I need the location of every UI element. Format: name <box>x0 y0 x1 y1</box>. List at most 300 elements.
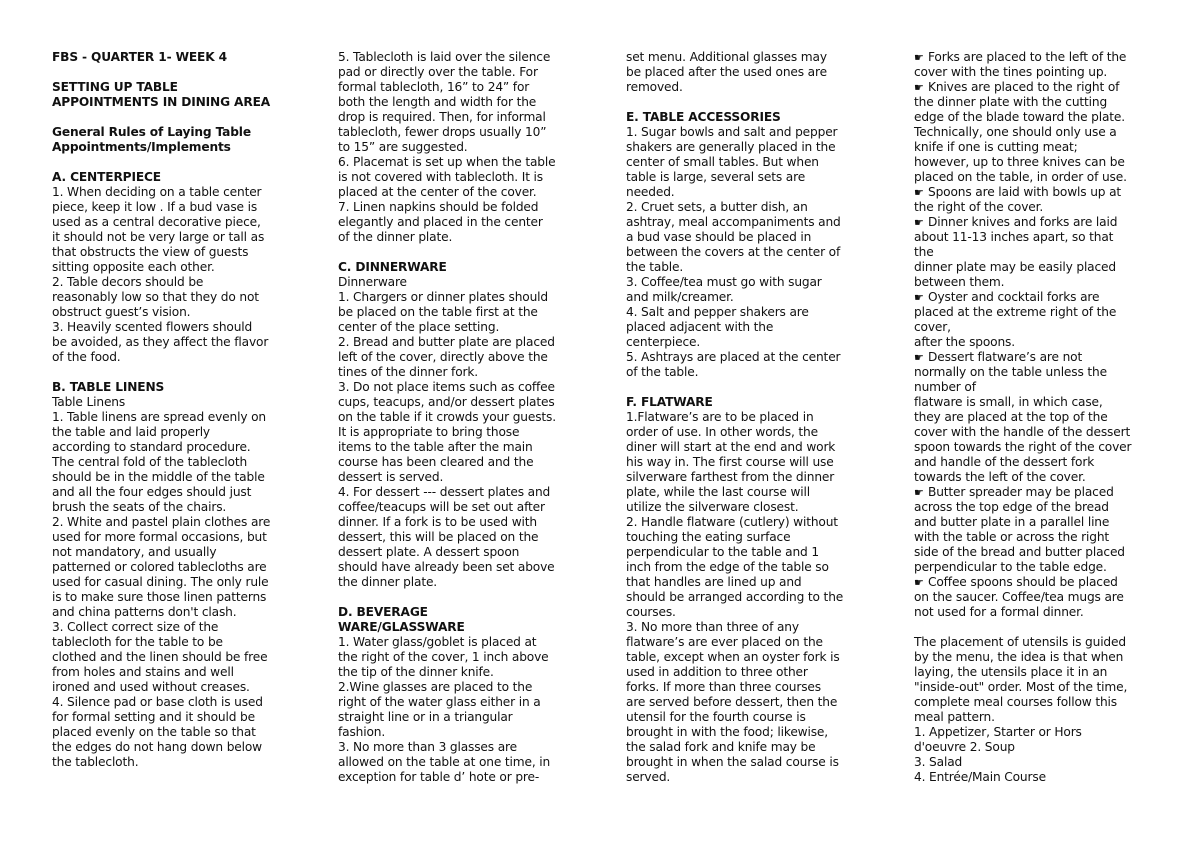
line-text: 1. Appetizer, Starter or Hors <box>914 725 1082 739</box>
text-line <box>338 710 580 725</box>
text-line <box>338 170 580 185</box>
text-line <box>52 290 292 305</box>
text-line <box>626 755 866 770</box>
line-text: 3. Do not place items such as coffee <box>338 380 555 394</box>
blank-line <box>914 620 1152 635</box>
line-text: Knives are placed to the right of <box>928 80 1120 94</box>
line-text: placed adjacent with the <box>626 320 774 334</box>
text-line <box>914 680 1152 695</box>
line-text: obstruct guest’s vision. <box>52 305 191 319</box>
line-text: Coffee spoons should be placed <box>928 575 1118 589</box>
text-line <box>338 440 580 455</box>
section-heading <box>52 50 292 65</box>
line-text: 1. Water glass/goblet is placed at <box>338 635 537 649</box>
line-text: towards the left of the cover. <box>914 470 1086 484</box>
text-line <box>914 140 1152 155</box>
section-heading <box>52 80 292 95</box>
pointing-hand-icon: ☛ <box>914 81 924 94</box>
line-text: about 11-13 inches apart, so that <box>914 230 1114 244</box>
line-text: 2. Cruet sets, a butter dish, an <box>626 200 808 214</box>
text-line <box>52 320 292 335</box>
text-line <box>914 650 1152 665</box>
line-text: 5. Ashtrays are placed at the center <box>626 350 841 364</box>
text-line <box>914 560 1152 575</box>
text-line <box>52 620 292 635</box>
blank-line <box>52 365 292 380</box>
line-text: be placed on the table first at the <box>338 305 538 319</box>
text-line <box>914 290 1152 305</box>
line-text: reasonably low so that they do not <box>52 290 259 304</box>
line-text: dinner plate may be easily placed <box>914 260 1116 274</box>
text-line <box>338 740 580 755</box>
line-text: cover with the tines pointing up. <box>914 65 1108 79</box>
line-text: they are placed at the top of the <box>914 410 1108 424</box>
line-text: the table and laid properly <box>52 425 210 439</box>
text-line <box>914 350 1152 365</box>
text-line <box>626 680 866 695</box>
line-text: dessert, this will be placed on the <box>338 530 539 544</box>
blank-line <box>52 65 292 80</box>
line-text: of the table. <box>626 365 699 379</box>
line-text: FBS - QUARTER 1- WEEK 4 <box>52 50 227 64</box>
line-text: should be arranged according to the <box>626 590 844 604</box>
line-text: used for casual dining. The only rule <box>52 575 269 589</box>
text-line <box>338 410 580 425</box>
line-text: coffee/teacups will be set out after <box>338 500 545 514</box>
text-line <box>626 620 866 635</box>
text-line <box>914 740 1152 755</box>
text-line <box>914 440 1152 455</box>
text-line <box>626 440 866 455</box>
text-line <box>52 335 292 350</box>
text-line <box>626 125 866 140</box>
line-text: not mandatory, and usually <box>52 545 217 559</box>
line-text: placed on the table, in order of use. <box>914 170 1127 184</box>
text-line <box>338 455 580 470</box>
text-line <box>626 695 866 710</box>
text-line <box>338 335 580 350</box>
text-line <box>914 665 1152 680</box>
line-text: side of the bread and butter placed <box>914 545 1125 559</box>
text-line <box>52 680 292 695</box>
line-text: is not covered with tablecloth. It is <box>338 170 543 184</box>
line-text: the dinner plate. <box>338 575 438 589</box>
line-text: be avoided, as they affect the flavor <box>52 335 269 349</box>
line-text: edge of the blade toward the plate. <box>914 110 1125 124</box>
line-text: ironed and used without creases. <box>52 680 250 694</box>
line-text: 4. Silence pad or base cloth is used <box>52 695 263 709</box>
pointing-hand-icon: ☛ <box>914 186 924 199</box>
line-text: needed. <box>626 185 675 199</box>
line-text: is to make sure those linen patterns <box>52 590 267 604</box>
line-text: the salad fork and knife may be <box>626 740 816 754</box>
line-text: fashion. <box>338 725 386 739</box>
line-text: are served before dessert, then the <box>626 695 838 709</box>
text-line <box>626 350 866 365</box>
line-text: elegantly and placed in the center <box>338 215 543 229</box>
text-line <box>914 575 1152 590</box>
blank-line <box>52 110 292 125</box>
blank-line <box>626 95 866 110</box>
text-line <box>338 140 580 155</box>
line-text: 4. Entrée/Main Course <box>914 770 1046 784</box>
section-heading <box>52 380 292 395</box>
text-line <box>626 290 866 305</box>
line-text: tines of the dinner fork. <box>338 365 479 379</box>
text-line <box>914 170 1152 185</box>
line-text: cover, <box>914 320 951 334</box>
text-line <box>626 515 866 530</box>
text-line <box>52 545 292 560</box>
line-text: It is appropriate to bring those <box>338 425 520 439</box>
line-text: a bud vase should be placed in <box>626 230 812 244</box>
line-text: dessert plate. A dessert spoon <box>338 545 520 559</box>
line-text: dinner. If a fork is to be used with <box>338 515 537 529</box>
line-text: that handles are lined up and <box>626 575 802 589</box>
section-heading <box>338 260 580 275</box>
text-line <box>626 170 866 185</box>
text-line <box>338 530 580 545</box>
blank-line <box>338 245 580 260</box>
line-text: the right of the cover, 1 inch above <box>338 650 549 664</box>
text-line <box>626 470 866 485</box>
text-line <box>52 695 292 710</box>
line-text: it should not be very large or tall as <box>52 230 265 244</box>
text-line <box>338 230 580 245</box>
line-text: 1. Table linens are spread evenly on <box>52 410 267 424</box>
line-text: center of small tables. But when <box>626 155 819 169</box>
pointing-hand-icon: ☛ <box>914 576 924 589</box>
text-line <box>338 380 580 395</box>
line-text: of the food. <box>52 350 121 364</box>
section-heading <box>52 95 292 110</box>
text-line <box>914 755 1152 770</box>
section-heading <box>338 620 580 635</box>
text-line <box>626 305 866 320</box>
line-text: with the table or across the right <box>914 530 1110 544</box>
text-line <box>338 770 580 785</box>
text-line <box>52 725 292 740</box>
line-text: 3. No more than 3 glasses are <box>338 740 517 754</box>
text-line <box>626 200 866 215</box>
line-text: that obstructs the view of guests <box>52 245 249 259</box>
text-line <box>626 275 866 290</box>
line-text: and handle of the dessert fork <box>914 455 1095 469</box>
line-text: spoon towards the right of the cover <box>914 440 1132 454</box>
line-text: items to the table after the main <box>338 440 533 454</box>
line-text: brought in with the food; likewise, <box>626 725 829 739</box>
text-line <box>338 515 580 530</box>
text-line <box>52 605 292 620</box>
text-line <box>914 425 1152 440</box>
line-text: 4. Salt and pepper shakers are <box>626 305 809 319</box>
text-line <box>52 470 292 485</box>
section-heading <box>626 110 866 125</box>
column-4 <box>914 50 1152 785</box>
line-text: be placed after the used ones are <box>626 65 827 79</box>
line-text: however, up to three knives can be <box>914 155 1125 169</box>
text-line <box>914 770 1152 785</box>
line-text: 2.Wine glasses are placed to the <box>338 680 533 694</box>
line-text: F. FLATWARE <box>626 395 713 409</box>
line-text: silverware farthest from the dinner <box>626 470 835 484</box>
line-text: the <box>914 245 934 259</box>
line-text: 4. For dessert --- dessert plates and <box>338 485 551 499</box>
text-line <box>626 770 866 785</box>
line-text: 1. Chargers or dinner plates should <box>338 290 548 304</box>
text-line <box>914 50 1152 65</box>
text-line <box>338 635 580 650</box>
text-line <box>52 185 292 200</box>
line-text: his way in. The first course will use <box>626 455 834 469</box>
text-line <box>338 425 580 440</box>
line-text: drop is required. Then, for informal <box>338 110 546 124</box>
text-line <box>338 155 580 170</box>
text-line <box>626 605 866 620</box>
line-text: utilize the silverware closest. <box>626 500 799 514</box>
text-line <box>52 425 292 440</box>
line-text: The placement of utensils is guided <box>914 635 1126 649</box>
text-line <box>626 335 866 350</box>
text-line <box>626 485 866 500</box>
line-text: to 15” are suggested. <box>338 140 468 154</box>
line-text: and all the four edges should just <box>52 485 252 499</box>
line-text: d'oeuvre 2. Soup <box>914 740 1015 754</box>
line-text: and china patterns don't clash. <box>52 605 237 619</box>
line-text: 2. White and pastel plain clothes are <box>52 515 271 529</box>
text-line <box>52 440 292 455</box>
text-line <box>338 485 580 500</box>
line-text: pad or directly over the table. For <box>338 65 538 79</box>
text-line <box>52 755 292 770</box>
blank-line <box>626 380 866 395</box>
text-line <box>626 155 866 170</box>
line-text: courses. <box>626 605 676 619</box>
line-text: straight line or in a triangular <box>338 710 513 724</box>
text-line <box>626 230 866 245</box>
line-text: Spoons are laid with bowls up at <box>928 185 1122 199</box>
text-line <box>626 365 866 380</box>
column-1 <box>52 50 292 770</box>
line-text: Technically, one should only use a <box>914 125 1117 139</box>
line-text: touching the eating surface <box>626 530 791 544</box>
text-line <box>52 740 292 755</box>
text-line <box>914 380 1152 395</box>
line-text: table is large, several sets are <box>626 170 806 184</box>
line-text: Appointments/Implements <box>52 140 231 154</box>
line-text: the right of the cover. <box>914 200 1044 214</box>
line-text: formal tablecloth, 16” to 24” for <box>338 80 530 94</box>
text-line <box>626 560 866 575</box>
text-line <box>914 530 1152 545</box>
text-line <box>338 110 580 125</box>
line-text: on the table if it crowds your guests. <box>338 410 556 424</box>
line-text: C. DINNERWARE <box>338 260 447 274</box>
text-line <box>914 455 1152 470</box>
line-text: course has been cleared and the <box>338 455 534 469</box>
text-line <box>52 515 292 530</box>
line-text: placed evenly on the table so that <box>52 725 256 739</box>
line-text: perpendicular to the table edge. <box>914 560 1107 574</box>
text-line <box>338 665 580 680</box>
text-line <box>338 185 580 200</box>
line-text: and milk/creamer. <box>626 290 734 304</box>
line-text: served. <box>626 770 671 784</box>
text-line <box>914 725 1152 740</box>
line-text: Dinner knives and forks are laid <box>928 215 1118 229</box>
text-line <box>914 200 1152 215</box>
line-text: used for more formal occasions, but <box>52 530 267 544</box>
text-line <box>52 485 292 500</box>
text-line <box>914 230 1152 245</box>
line-text: dessert is served. <box>338 470 444 484</box>
line-text: 2. Handle flatware (cutlery) without <box>626 515 838 529</box>
text-line <box>626 710 866 725</box>
text-line <box>626 650 866 665</box>
blank-line <box>338 590 580 605</box>
line-text: 3. Coffee/tea must go with sugar <box>626 275 822 289</box>
text-line <box>52 665 292 680</box>
line-text: WARE/GLASSWARE <box>338 620 465 634</box>
text-line <box>338 350 580 365</box>
line-text: APPOINTMENTS IN DINING AREA <box>52 95 271 109</box>
text-line <box>52 260 292 275</box>
line-text: after the spoons. <box>914 335 1015 349</box>
pointing-hand-icon: ☛ <box>914 291 924 304</box>
text-line <box>626 425 866 440</box>
text-line <box>914 215 1152 230</box>
text-line <box>338 575 580 590</box>
line-text: should be in the middle of the table <box>52 470 265 484</box>
text-line <box>338 200 580 215</box>
section-heading <box>52 125 292 140</box>
line-text: clothed and the linen should be free <box>52 650 268 664</box>
line-text: placed at the extreme right of the <box>914 305 1117 319</box>
section-heading <box>52 140 292 155</box>
text-line <box>914 95 1152 110</box>
text-line <box>338 290 580 305</box>
line-text: flatware is small, in which case, <box>914 395 1103 409</box>
text-line <box>338 395 580 410</box>
text-line <box>52 500 292 515</box>
line-text: brush the seats of the chairs. <box>52 500 227 514</box>
line-text: D. BEVERAGE <box>338 605 428 619</box>
text-line <box>914 395 1152 410</box>
text-line <box>914 365 1152 380</box>
line-text: A. CENTERPIECE <box>52 170 161 184</box>
line-text: the tablecloth. <box>52 755 139 769</box>
text-line <box>626 65 866 80</box>
text-line <box>626 530 866 545</box>
line-text: Forks are placed to the left of the <box>928 50 1127 64</box>
text-line <box>338 755 580 770</box>
section-heading <box>626 395 866 410</box>
line-text: placed at the center of the cover. <box>338 185 537 199</box>
text-line <box>52 410 292 425</box>
text-line <box>626 740 866 755</box>
text-line <box>914 305 1152 320</box>
text-line <box>626 80 866 95</box>
line-text: according to standard procedure. <box>52 440 251 454</box>
line-text: the table. <box>626 260 684 274</box>
text-line <box>52 200 292 215</box>
text-line <box>626 185 866 200</box>
text-line <box>914 695 1152 710</box>
column-3 <box>626 50 866 785</box>
line-text: "inside-out" order. Most of the time, <box>914 680 1128 694</box>
line-text: 3. Collect correct size of the <box>52 620 219 634</box>
text-line <box>52 395 292 410</box>
text-line <box>338 470 580 485</box>
line-text: perpendicular to the table and 1 <box>626 545 819 559</box>
text-line <box>338 650 580 665</box>
line-text: 3. Salad <box>914 755 963 769</box>
line-text: removed. <box>626 80 683 94</box>
line-text: both the length and width for the <box>338 95 537 109</box>
line-text: normally on the table unless the <box>914 365 1107 379</box>
text-line <box>626 140 866 155</box>
line-text: and butter plate in a parallel line <box>914 515 1110 529</box>
line-text: piece, keep it low . If a bud vase is <box>52 200 258 214</box>
line-text: 1. When deciding on a table center <box>52 185 262 199</box>
text-line <box>914 125 1152 140</box>
line-text: ashtray, meal accompaniments and <box>626 215 841 229</box>
line-text: the dinner plate with the cutting <box>914 95 1108 109</box>
text-line <box>914 545 1152 560</box>
line-text: Table Linens <box>52 395 126 409</box>
text-line <box>914 80 1152 95</box>
text-line <box>52 350 292 365</box>
line-text: tablecloth for the table to be <box>52 635 223 649</box>
text-line <box>626 260 866 275</box>
text-line <box>338 500 580 515</box>
text-line <box>914 245 1152 260</box>
text-line <box>338 695 580 710</box>
text-line <box>338 680 580 695</box>
text-line <box>626 50 866 65</box>
line-text: utensil for the fourth course is <box>626 710 806 724</box>
line-text: order of use. In other words, the <box>626 425 818 439</box>
text-line <box>626 410 866 425</box>
line-text: allowed on the table at one time, in <box>338 755 551 769</box>
pointing-hand-icon: ☛ <box>914 486 924 499</box>
line-text: B. TABLE LINENS <box>52 380 165 394</box>
line-text: by the menu, the idea is that when <box>914 650 1124 664</box>
line-text: number of <box>914 380 976 394</box>
text-line <box>914 515 1152 530</box>
line-text: from holes and stains and well <box>52 665 234 679</box>
text-line <box>52 650 292 665</box>
line-text: not used for a formal dinner. <box>914 605 1084 619</box>
text-line <box>52 710 292 725</box>
text-line <box>626 320 866 335</box>
text-line <box>914 590 1152 605</box>
text-line <box>52 590 292 605</box>
line-text: flatware’s are ever placed on the <box>626 635 823 649</box>
text-line <box>914 635 1152 650</box>
text-line <box>914 110 1152 125</box>
line-text: forks. If more than three courses <box>626 680 821 694</box>
line-text: cover with the handle of the dessert <box>914 425 1131 439</box>
text-line <box>338 95 580 110</box>
text-line <box>338 365 580 380</box>
pointing-hand-icon: ☛ <box>914 351 924 364</box>
section-heading <box>52 170 292 185</box>
column-2 <box>338 50 580 785</box>
line-text: between the covers at the center of <box>626 245 841 259</box>
text-line <box>626 545 866 560</box>
pointing-hand-icon: ☛ <box>914 51 924 64</box>
